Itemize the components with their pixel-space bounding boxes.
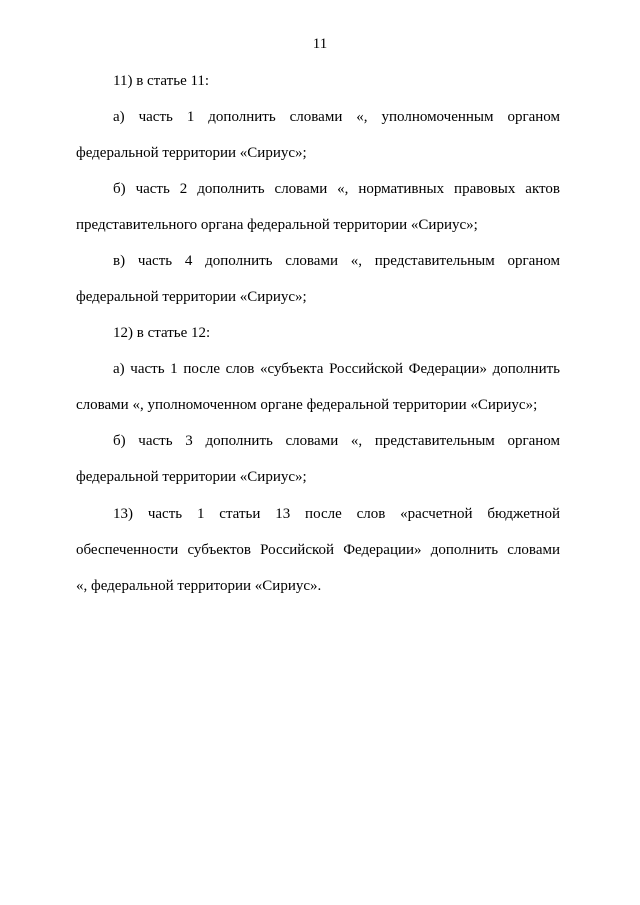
item-12a-line-1: а) часть 1 после слов «субъекта Российской Федерации» дополнить (113, 361, 560, 377)
item-11c-line-1: в) часть 4 дополнить словами «, представительным органом (113, 253, 560, 269)
item-13-line-1: 13) часть 1 статьи 13 после слов «расчетной бюджетной (113, 506, 560, 522)
item-12b-line-2: федеральной территории «Сириус»; (76, 469, 307, 485)
item-13-line-2: обеспеченности субъектов Российской Федерации» дополнить словами (76, 542, 560, 558)
item-12-heading: 12) в статье 12: (113, 325, 211, 341)
item-11a-line-2: федеральной территории «Сириус»; (76, 145, 307, 161)
page-number: 11 (312, 36, 328, 52)
item-12b-line-1: б) часть 3 дополнить словами «, представительным органом (113, 433, 560, 449)
item-13-line-3: «, федеральной территории «Сириус». (76, 578, 322, 594)
item-12a-line-2: словами «, уполномоченном органе федеральной территории «Сириус»; (76, 397, 538, 413)
item-11-heading: 11) в статье 11: (113, 73, 210, 89)
item-11c-line-2: федеральной территории «Сириус»; (76, 289, 307, 305)
item-11a-line-1: а) часть 1 дополнить словами «, уполномоченным органом (113, 109, 560, 125)
item-11b-line-2: представительного органа федеральной территории «Сириус»; (76, 217, 478, 233)
item-11b-line-1: б) часть 2 дополнить словами «, нормативных правовых актов (113, 181, 560, 197)
